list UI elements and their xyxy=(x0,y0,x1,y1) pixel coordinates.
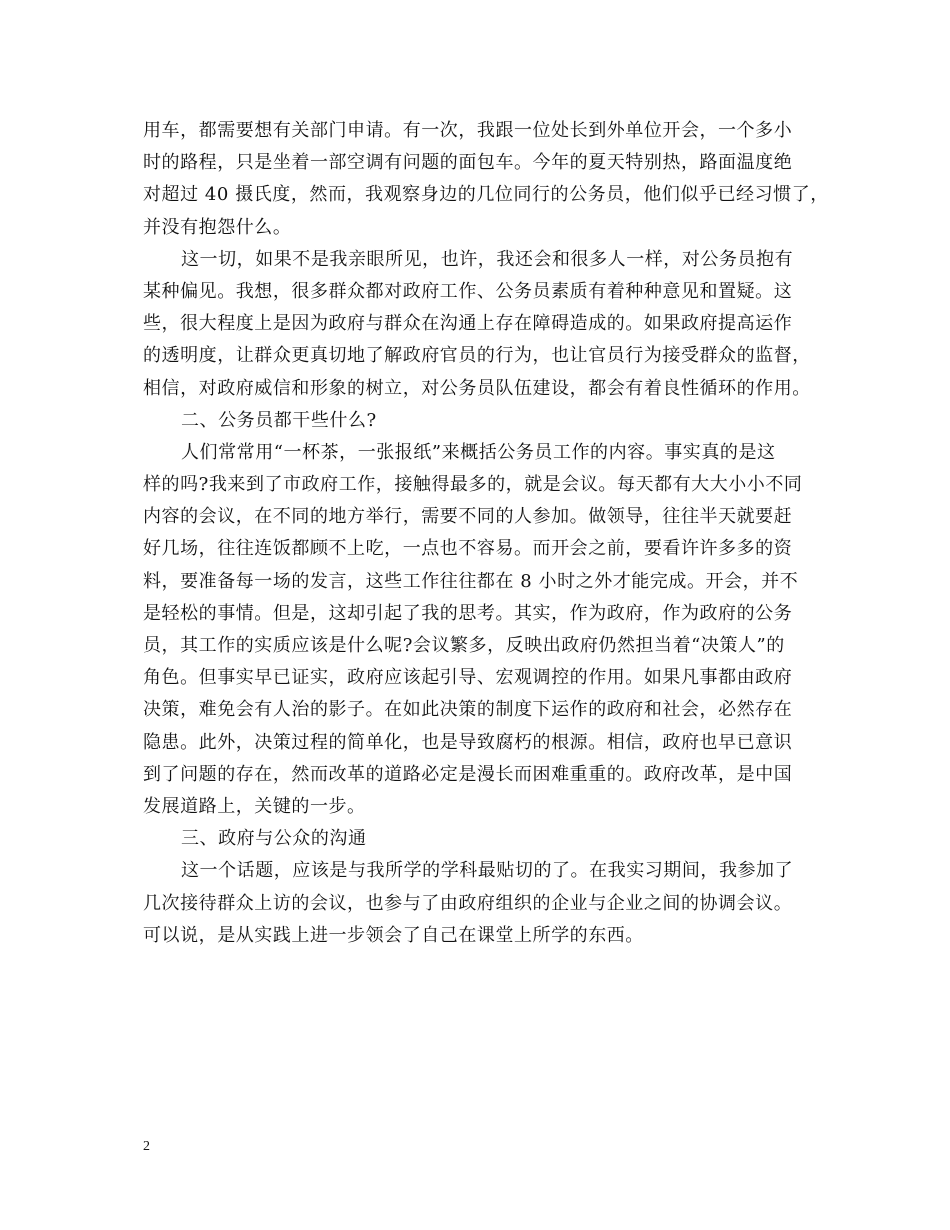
page-number: 2 xyxy=(143,1139,150,1154)
text-line: 相信，对政府威信和形象的树立，对公务员队伍建设，都会有着良性循环的作用。 xyxy=(143,377,811,399)
text-line: 是轻松的事情。但是，这却引起了我的思考。其实，作为政府，作为政府的公务 xyxy=(143,602,793,624)
heading-line: 三、政府与公众的沟通 xyxy=(181,828,367,850)
text-line: 这一切，如果不是我亲眼所见，也许，我还会和很多人一样，对公务员抱有 xyxy=(181,248,794,270)
text-line: 用车，都需要想有关部门申请。有一次，我跟一位处长到外单位开会，一个多小 xyxy=(143,120,793,141)
section-heading xyxy=(143,823,809,855)
text-line: 某种偏见。我想，很多群众都对政府工作、公务员素质有着种种意见和置疑。这 xyxy=(143,280,793,302)
paragraph xyxy=(143,115,829,244)
paragraph xyxy=(143,244,809,405)
text-line: 样的吗?我来到了市政府工作，接触得最多的，就是会议。每天都有大大小小不同 xyxy=(143,474,803,496)
text-line: 料，要准备每一场的发言，这些工作往往都在 8 小时之外才能完成。开会，并不 xyxy=(143,570,799,592)
text-line: 时的路程，只是坐着一部空调有问题的面包车。今年的夏天特别热，路面温度绝 xyxy=(143,152,793,174)
text-line: 人们常常用“一杯茶，一张报纸”来概括公务员工作的内容。事实真的是这 xyxy=(181,441,776,463)
text-line: 并没有抱怨什么。 xyxy=(143,216,292,238)
heading-line: 二、公务员都干些什么? xyxy=(181,409,377,431)
text-line: 发展道路上，关键的一步。 xyxy=(143,795,366,817)
text-line: 对超过 40 摄氏度，然而，我观察身边的几位同行的公务员，他们似乎已经习惯了， xyxy=(143,184,829,206)
text-line: 员，其工作的实质应该是什么呢?会议繁多，反映出政府仍然担当着“决策人”的 xyxy=(143,635,785,656)
text-line: 内容的会议，在不同的地方举行，需要不同的人参加。做领导，往往半天就要赶 xyxy=(143,506,793,528)
text-line: 决策，难免会有人治的影子。在如此决策的制度下运作的政府和社会，必然存在 xyxy=(143,699,793,721)
text-line: 几次接待群众上访的会议，也参与了由政府组织的企业与企业之间的协调会议。 xyxy=(143,892,793,914)
text-line: 这一个话题，应该是与我所学的学科最贴切的了。在我实习期间，我参加了 xyxy=(181,860,794,882)
document-body xyxy=(143,115,829,952)
section-heading xyxy=(143,405,809,437)
text-line: 可以说，是从实践上进一步领会了自己在课堂上所学的东西。 xyxy=(143,924,644,946)
text-line: 好几场，往往连饭都顾不上吃，一点也不容易。而开会之前，要看许许多多的资 xyxy=(143,538,793,560)
text-line: 隐患。此外，决策过程的简单化，也是导致腐朽的根源。相信，政府也早已意识 xyxy=(143,731,793,753)
paragraph xyxy=(143,855,809,952)
text-line: 角色。但事实早已证实，政府应该起引导、宏观调控的作用。如果凡事都由政府 xyxy=(143,667,793,689)
paragraph xyxy=(143,437,809,823)
text-line: 到了问题的存在，然而改革的道路必定是漫长而困难重重的。政府改革，是中国 xyxy=(143,763,793,785)
text-line: 些，很大程度上是因为政府与群众在沟通上存在障碍造成的。如果政府提高运作 xyxy=(143,313,793,335)
text-line: 的透明度，让群众更真切地了解政府官员的行为，也让官员行为接受群众的监督， xyxy=(143,345,811,367)
